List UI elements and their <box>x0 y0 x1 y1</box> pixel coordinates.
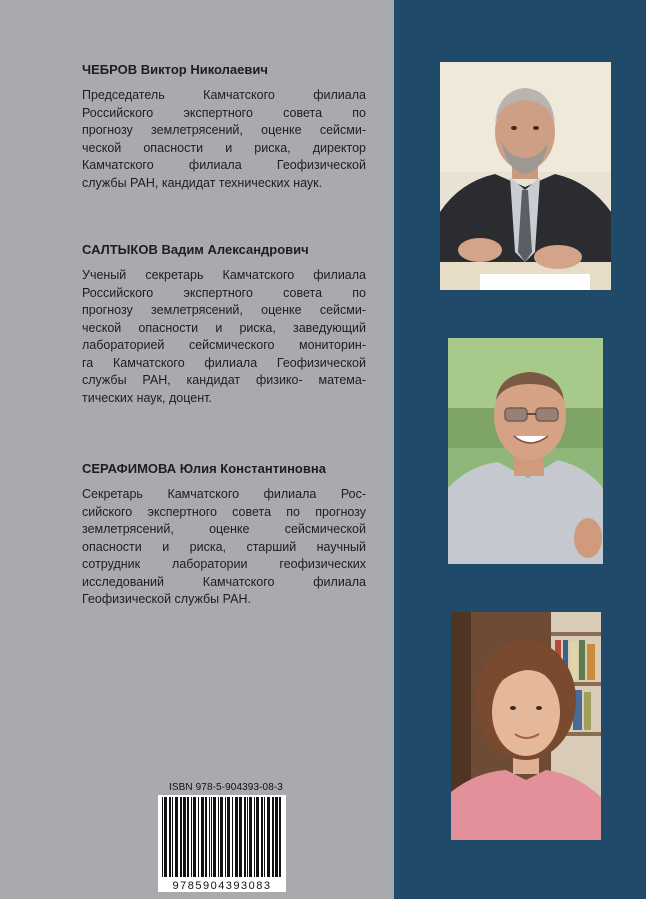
photo-serafimova <box>451 612 601 840</box>
bio-line: Российского экспертного совета по <box>82 285 366 300</box>
bio-name: САЛТЫКОВ Вадим Александрович <box>82 242 309 257</box>
barcode-bar <box>169 797 171 877</box>
barcode-bar <box>254 797 255 877</box>
barcode-bar <box>187 797 189 877</box>
bio-saltykov <box>82 242 366 407</box>
barcode-bar <box>247 797 248 877</box>
bio-line: лабораторией сейсмического мониторин- <box>82 338 366 352</box>
barcode-bar <box>162 797 163 877</box>
barcode-icon <box>158 795 286 891</box>
barcode <box>158 795 286 891</box>
bio-line: опасности и риска, старший научный <box>82 539 366 554</box>
bio-line: прогнозу землетрясений, оценке сейсми- <box>82 123 366 137</box>
bio-line: Председатель Камчатского филиала <box>82 88 366 102</box>
bio-line: службы РАН, кандидат технических наук. <box>82 175 323 190</box>
barcode-bar <box>213 797 216 877</box>
barcode-bar <box>267 797 270 877</box>
bio-line: исследований Камчатского филиала <box>82 574 366 589</box>
barcode-bar <box>180 797 182 877</box>
barcode-bar <box>193 797 196 877</box>
barcode-bar <box>279 797 281 877</box>
barcode-bar <box>249 797 252 877</box>
barcode-digits: 9785904393083 <box>158 880 286 892</box>
barcode-bar <box>220 797 223 877</box>
bio-name: СЕРАФИМОВА Юлия Константиновна <box>82 461 326 476</box>
bio-line: Ученый секретарь Камчатского филиала <box>82 268 366 282</box>
bio-line: га Камчатского филиала Геофизической <box>82 355 366 370</box>
barcode-bar <box>232 797 233 877</box>
bio-text <box>82 267 366 407</box>
barcode-bar <box>272 797 274 877</box>
barcode-bar <box>183 797 186 877</box>
bio-line: сийского экспертного совета по прогнозу <box>82 504 366 519</box>
bio-line: прогнозу землетрясений, оценке сейсми- <box>82 303 366 317</box>
barcode-bar <box>175 797 178 877</box>
isbn-block <box>158 782 288 891</box>
bio-line: Геофизической службы РАН. <box>82 592 251 606</box>
barcode-bar <box>205 797 207 877</box>
bio-text <box>82 486 366 609</box>
bio-line: тических наук, доцент. <box>82 390 212 405</box>
barcode-bar <box>264 797 265 877</box>
bio-line: Секретарь Камчатского филиала Рос- <box>82 487 366 501</box>
barcode-bar <box>275 797 278 877</box>
barcode-bar <box>211 797 212 877</box>
barcode-bar <box>198 797 199 877</box>
bio-name: ЧЕБРОВ Виктор Николаевич <box>82 62 268 77</box>
bio-line: ческой опасности и риска, директор <box>82 140 366 155</box>
bio-line: сотрудник лаборатории геофизических <box>82 557 366 571</box>
bio-line: Российского экспертного совета по <box>82 105 366 120</box>
photo-saltykov <box>448 338 603 564</box>
bio-line: землетрясений, оценке сейсмической <box>82 522 366 536</box>
barcode-bar <box>191 797 192 877</box>
portrait-man-glasses-icon <box>448 338 603 564</box>
bio-chebrov <box>82 62 366 192</box>
isbn-label: ISBN 978-5-904393-08-3 <box>169 782 283 793</box>
barcode-bar <box>164 797 167 877</box>
barcode-bar <box>225 797 226 877</box>
bio-line: Камчатского филиала Геофизической <box>82 158 366 172</box>
barcode-bar <box>218 797 219 877</box>
photo-chebrov <box>440 62 611 290</box>
barcode-bar <box>261 797 263 877</box>
barcode-bar <box>244 797 246 877</box>
barcode-bar <box>239 797 242 877</box>
barcode-bar <box>172 797 173 877</box>
barcode-bar <box>227 797 230 877</box>
barcode-bar <box>209 797 210 877</box>
bio-line: службы РАН, кандидат физико- матема- <box>82 373 366 387</box>
barcode-bar <box>235 797 238 877</box>
portrait-woman-icon <box>451 612 601 840</box>
bio-serafimova <box>82 461 366 609</box>
bio-text <box>82 87 366 192</box>
barcode-bar <box>256 797 259 877</box>
barcode-bar <box>201 797 204 877</box>
bio-line: ческой опасности и риска, заведующий <box>82 320 366 335</box>
portrait-man-suit-icon <box>440 62 611 290</box>
